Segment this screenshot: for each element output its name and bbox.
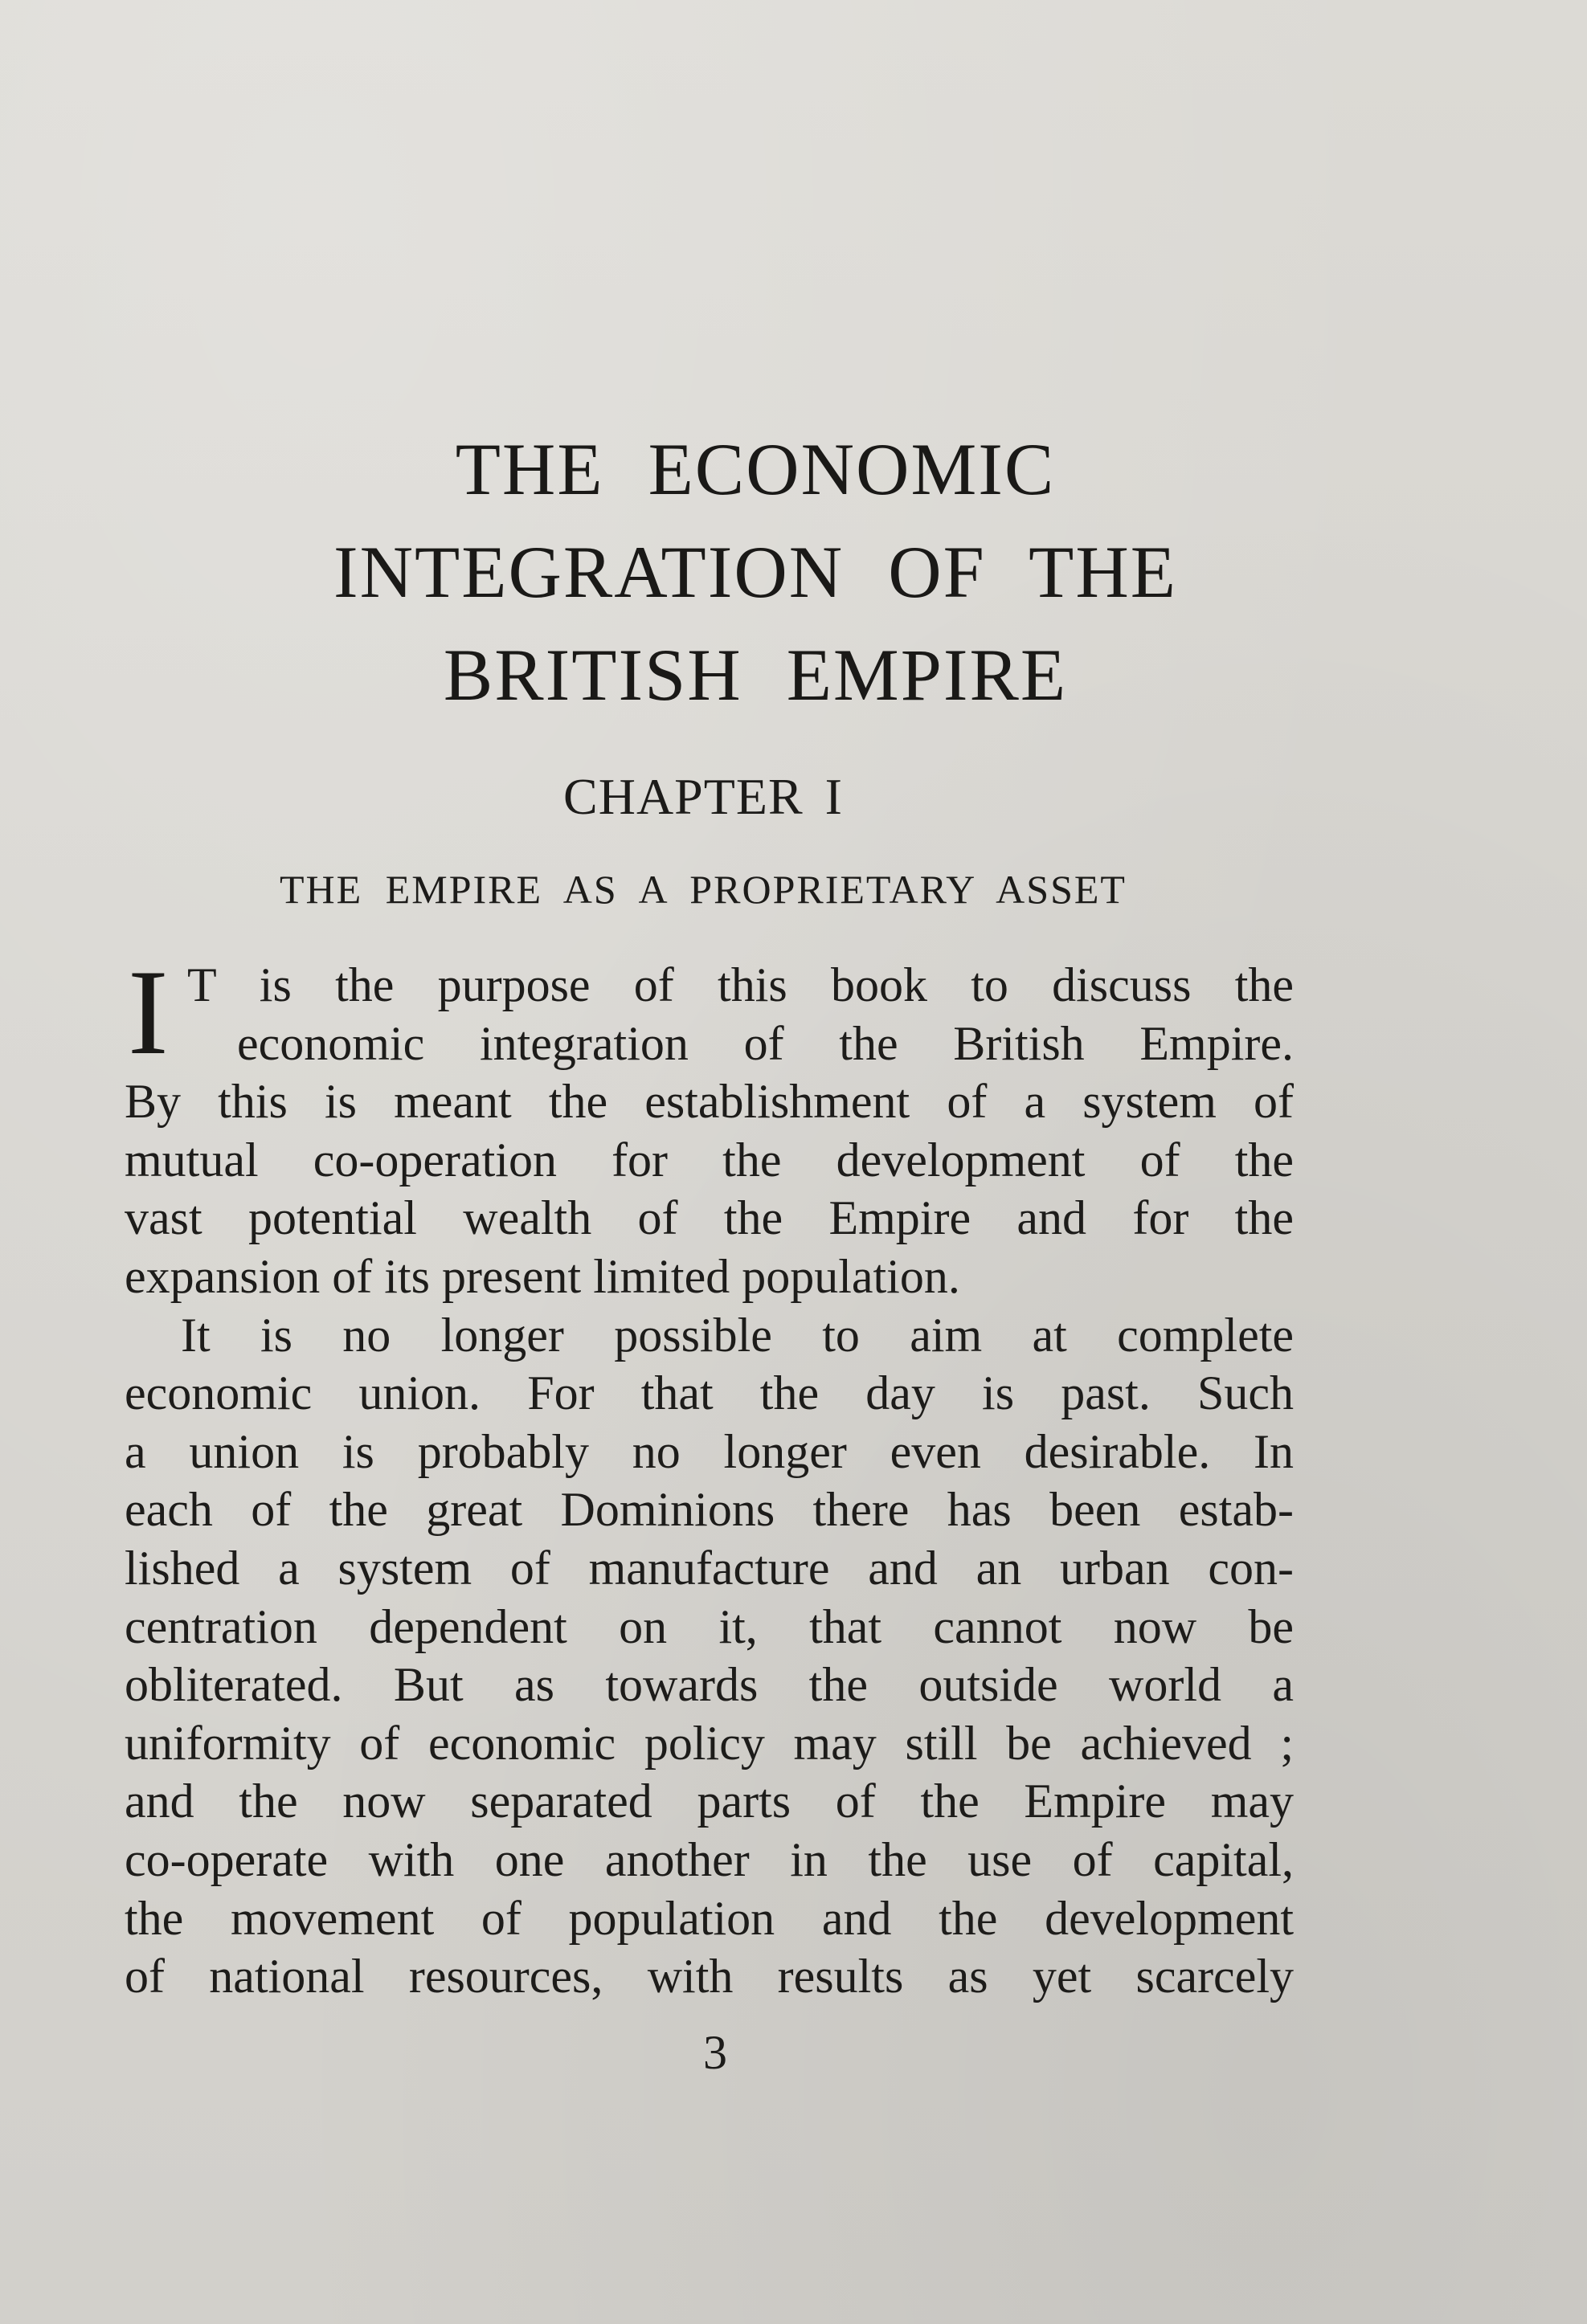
text-line: and the now separated parts of the Empire may <box>125 1775 1294 1828</box>
text-line: a union is probably no longer even desirable. In <box>125 1424 1294 1478</box>
body-text <box>125 945 1294 2006</box>
text-line: co-operate with one another in the use of capital, <box>125 1832 1294 1886</box>
text-line: of national resources, with results as yet scarcely <box>125 1950 1294 2003</box>
text-line: each of the great Dominions there has been estab- <box>125 1483 1294 1537</box>
book-title-line-1: THE ECONOMIC <box>455 428 1056 510</box>
text-line: the movement of population and the development <box>125 1891 1294 1945</box>
text-line: lished a system of manufacture and an urban con- <box>125 1541 1294 1595</box>
text-line: T is the purpose of this book to discuss the <box>187 958 1294 1011</box>
book-title-line-3: BRITISH EMPIRE <box>443 634 1068 716</box>
book-title-line-2: INTEGRATION OF THE <box>333 531 1177 613</box>
text-line: uniformity of economic policy may still be achieved ; <box>125 1716 1294 1770</box>
text-line: By this is meant the establishment of a system of <box>125 1075 1294 1129</box>
page-number: 3 <box>703 2026 727 2079</box>
text-line: obliterated. But as towards the outside world a <box>125 1658 1294 1712</box>
chapter-heading: CHAPTER I <box>563 768 843 825</box>
text-line: expansion of its present limited population. <box>125 1249 960 1303</box>
text-line: economic union. For that the day is past. Such <box>125 1366 1294 1420</box>
drop-cap: I <box>128 945 169 1080</box>
text-line: It is no longer possible to aim at complete <box>181 1308 1294 1362</box>
book-title <box>121 418 1390 726</box>
text-line: centration dependent on it, that cannot now be <box>125 1599 1294 1653</box>
paragraph-1-opening <box>125 945 1294 1080</box>
text-line: economic integration of the British Empire. <box>237 1016 1294 1070</box>
text-line: vast potential wealth of the Empire and for the <box>125 1191 1294 1245</box>
chapter-title: THE EMPIRE AS A PROPRIETARY ASSET <box>280 867 1127 912</box>
text-line: mutual co-operation for the development of the <box>125 1133 1294 1187</box>
